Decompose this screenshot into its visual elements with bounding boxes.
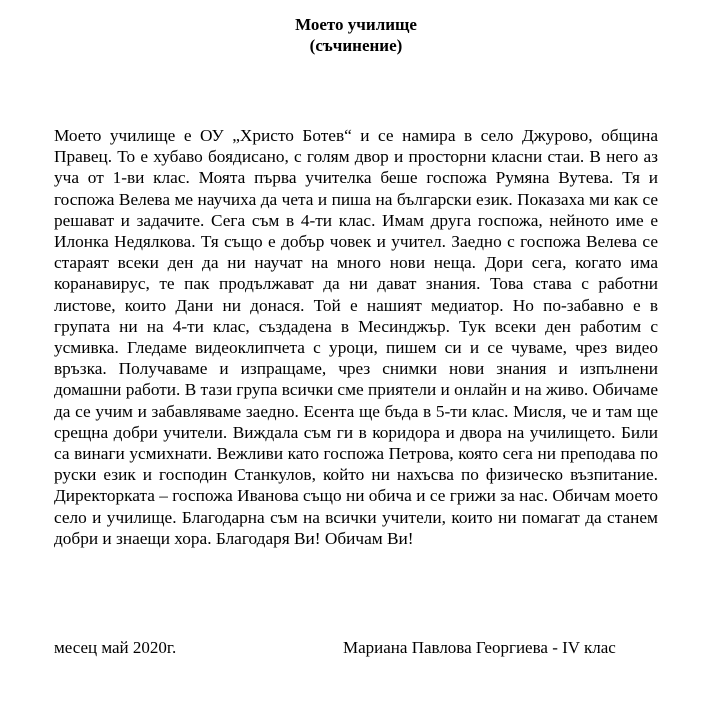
author-line: Мариана Павлова Георгиева - IV клас [343, 638, 616, 657]
essay-body: Моето училище е ОУ „Христо Ботев“ и се намира в село Джурово, община Правец. То е хубаво боядисано, с голям двор и просторни класни стаи. В него аз уча от 1-ви клас. Моята първа учителка беше госпожа Румяна Вутева. Тя и госпожа Велева ме научиха да чета и пиша на български език. Показаха ми как се решават и задачите. Сега съм в 4-ти клас. Имам друга госпожа, нейното име е Илонка Недялкова. Тя също е добър човек и учител. Заедно с госпожа Велева се стараят всеки ден да ни научат на много нови неща. Дори сега, когато има коранавирус, те пак продължават да ни дават знания. Това става с работни листове, които Дани ни донася. Той е нашият медиатор. Но по-забавно е в групата ни на 4-ти клас, създадена в Месинджър. Тук всеки ден работим с усмивка. Гледаме видеоклипчета с уроци, пишем си и се чуваме, чрез видео връзка. Получаваме и изпращаме, чрез снимки нови знания и изпълнени домашни работи. В тази група всички сме приятели и онлайн и на живо. Обичаме да се учим и забавляваме заедно. Есента ще бъда в 5-ти клас. Мисля, че и там ще срещна добри учители. Виждала съм ги в коридора и двора на училището. Били са винаги усмихнати. Вежливи като госпожа Петрова, която сега ни преподава по руски език и господин Станкулов, който ни нахъсва по физическо възпитание. Директорката – госпожа Иванова също ни обича и се грижи за нас. Обичам моето село и училище. Благодарна съм на всички учители, които ни помагат да станем добри и знаещи хора. Благодаря Ви! Обичам Ви! [54, 126, 658, 548]
document-title: Моето училище [295, 15, 417, 34]
title-block [0, 14, 712, 56]
date-line: месец май 2020г. [54, 638, 177, 657]
document-subtitle: (съчинение) [309, 36, 403, 55]
